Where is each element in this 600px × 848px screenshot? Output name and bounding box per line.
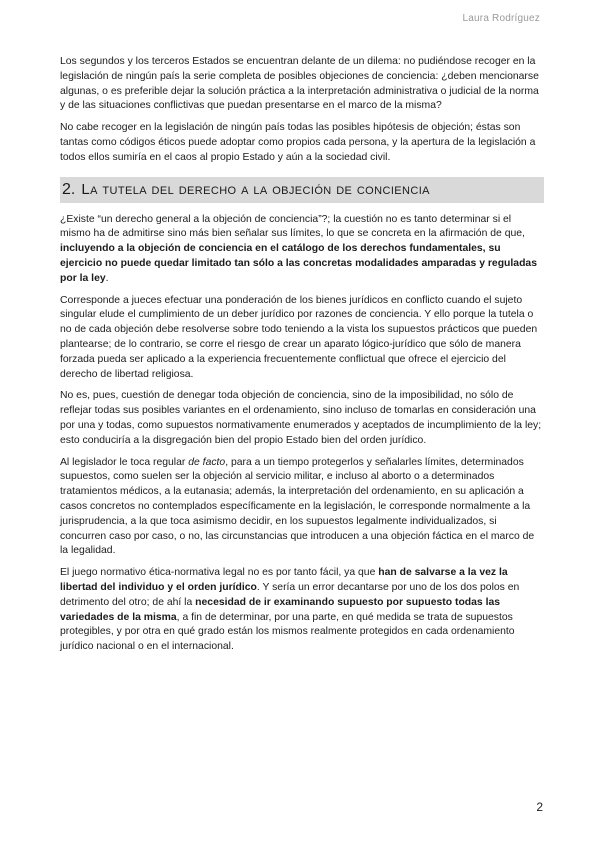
section-title: La tutela del derecho a la objeción de conciencia [81, 181, 430, 199]
paragraph-1-text-c: . [105, 272, 109, 284]
section-number: 2. [62, 180, 76, 198]
page-number: 2 [536, 800, 543, 814]
paragraph-5-bold-1: han de salvarse a la vez la libertad del individuo y el orden jurídico [60, 567, 508, 593]
paragraph-2: Corresponde a jueces efectuar una ponderación de los bienes jurídicos en conflicto cuando el sujeto singular elude el cumplimiento de un deber jurídico por razones de conciencia. Y ello porque la tutela o no de cada objeción debe resolverse sobre todo teniendo a la vista los supuestos prácticos que pueden plantearse; de lo contrario, se corre el riesgo de crear un aparato lógico-jurídico que sólo de manera forzada pueda ser aplicado a la experiencia frecuentemente conflictual que ofrece el ejercicio del derecho de libertad religiosa. [60, 294, 538, 380]
paragraph-5-bold-2: necesidad de ir examinando supuesto por supuesto todas las variedades de la misma [60, 596, 501, 623]
paragraph-4-italic: de facto [188, 456, 226, 468]
paragraph-3: No es, pues, cuestión de denegar toda objeción de conciencia, sino de la imposibilidad, no sólo de reflejar todas sus posibles variantes en el ordenamiento, sino incluso de tomarlas en consideración una por una y todas, como supuestos normativamente enumerados y aceptados de incumplimiento de la ley; esto conduciría a la disgregación bien del propio Estado bien del orden jurídico. [60, 390, 542, 446]
page-body [60, 55, 544, 662]
intro-paragraph-2: No cabe recoger en la legislación de ningún país todas las posibles hipótesis de objeción; éstas son tantas como códigos éticos puede adoptar como propios cada persona, y la apertura de la legislación a todos ellos sumiría en el caos al propio Estado y aún a la sociedad civil. [60, 122, 536, 163]
paragraph-4-text-a: Al legislador le toca regular [60, 456, 189, 468]
paragraph-5 [60, 566, 544, 655]
paragraph-4-text-b: , para a un tiempo protegerlos y señalarles límites, determinados supuestos, como suelen ser la objeción al servicio militar, e incluso al aborto o a determinados tratamientos médicos, a la eutanasia; además, la interpretación del ordenamiento, en su aplicación a casos concretos no contemplados específicamente en la legislación, le corresponde normalmente a la jurisprudencia, a la que toca asimismo decidir, en los supuestos legalmente individualizados, si concurren caso por caso, o no, las circunstancias que introducen a una objeción fáctica en el marco de la legalidad. [60, 456, 535, 557]
intro-paragraph-1: Los segundos y los terceros Estados se encuentran delante de un dilema: no pudiéndose recoger en la legislación de ningún país la serie completa de posibles objeciones de conciencia: ¿deben mencionarse algunas, o es preferible dejar la solución práctica a la interpretación administrativa o judicial de la norma y de las situaciones conflictivas que puedan presentarse en el marco de la misma? [60, 56, 539, 112]
section-heading [60, 177, 544, 203]
running-header-author: Laura Rodríguez [462, 13, 540, 24]
paragraph-1-text-a: ¿Existe “un derecho general a la objeción de conciencia”?; la cuestión no es tanto determinar si el mismo ha de admitirse sino más bien señalar sus límites, lo que se concreta en la afirmación de que, [60, 213, 525, 240]
paragraph-4 [60, 456, 544, 560]
paragraph-5-text-c: . Y sería un error decantarse por uno de los dos polos en detrimento del otro; de ahí la [60, 581, 520, 608]
paragraph-1 [60, 213, 544, 287]
paragraph-5-text-a: El juego normativo ética-normativa legal no es por tanto fácil, ya que [60, 567, 379, 579]
paragraph-5-text-e: , a fin de determinar, por una parte, en qué medida se trata de supuestos protegibles, y por otra en qué grado están los mismos realmente protegidos en cada ordenamiento jurídico nacional o en el internacional. [60, 611, 515, 653]
paragraph-1-bold: incluyendo a la objeción de conciencia en el catálogo de los derechos fundamentales, su ejercicio no puede quedar limitado tan sólo a las concretas modalidades amparadas y reguladas por la ley [60, 243, 537, 284]
